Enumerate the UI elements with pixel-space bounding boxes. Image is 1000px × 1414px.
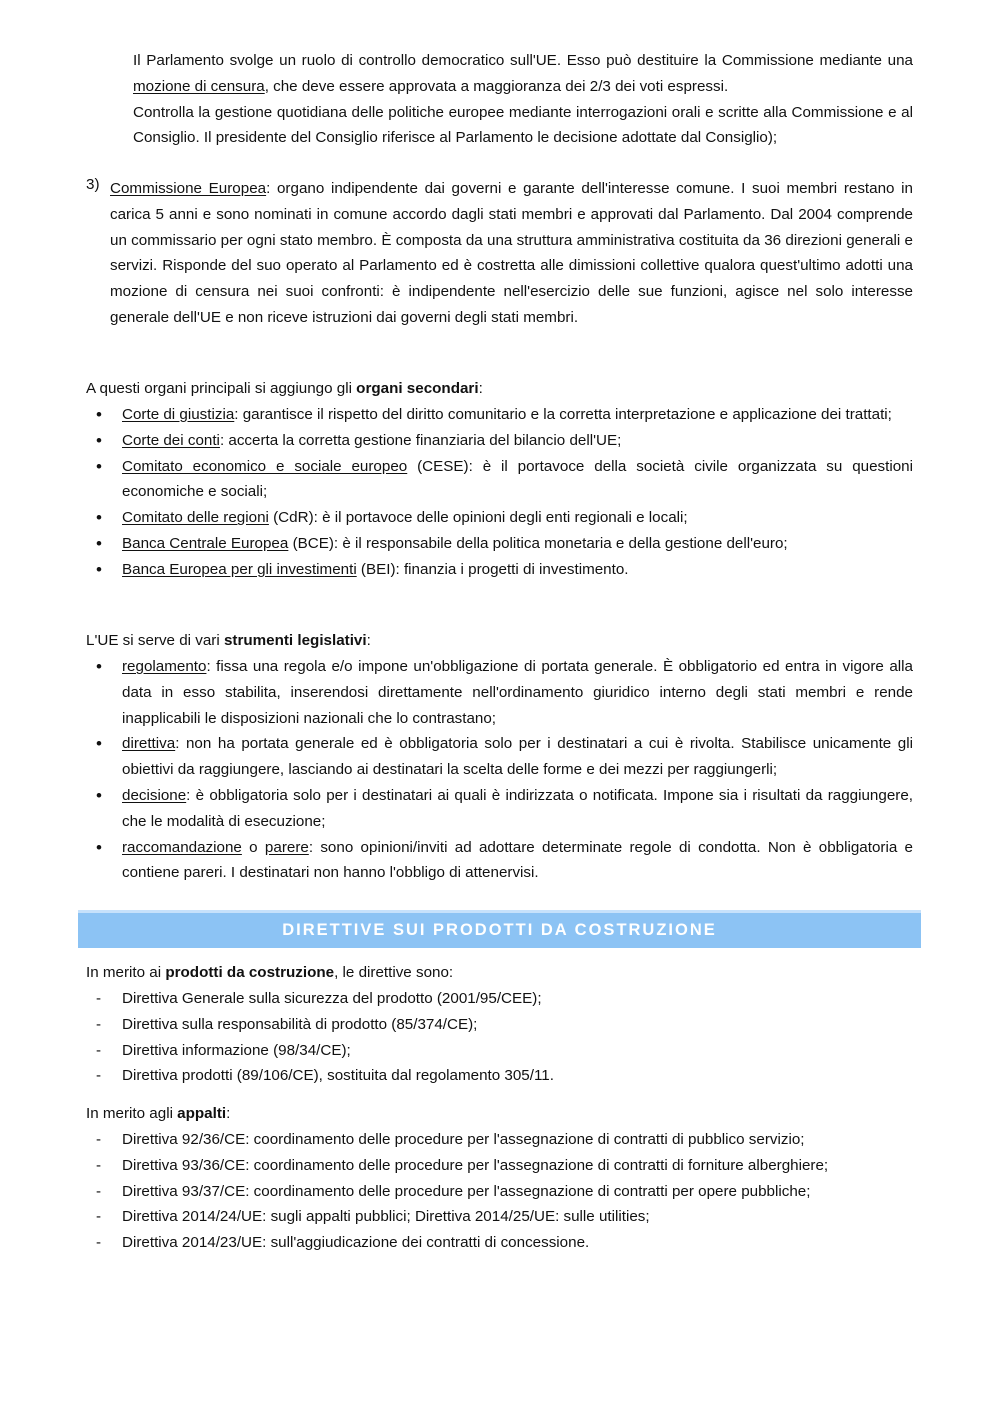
organ-term: Corte di giustizia xyxy=(122,406,235,423)
secondary-organs-list xyxy=(86,402,913,583)
tool-term: regolamento xyxy=(122,658,207,675)
products-intro: In merito ai prodotti da costruzione, le direttive sono: xyxy=(86,964,454,981)
dash-mark: - xyxy=(96,1208,102,1226)
organ-term: Banca Europea per gli investimenti xyxy=(122,560,357,578)
dash-mark: - xyxy=(96,1067,102,1085)
commission-item xyxy=(86,176,913,331)
bullet-mark: • xyxy=(96,657,102,676)
list-item: • Banca Europea per gli investimenti (BEI): finanzia i progetti di investimento. xyxy=(86,557,913,583)
item-number: 3) xyxy=(86,176,100,193)
bullet-mark: • xyxy=(96,508,102,528)
list-item: • Comitato delle regioni (CdR): è il portavoce delle opinioni degli enti regionali e locali; xyxy=(86,505,913,531)
censure-motion-term: mozione di censura xyxy=(133,77,265,95)
parliament-paragraph xyxy=(133,48,913,151)
section-heading-bar xyxy=(78,910,921,948)
list-item: - Direttiva 93/37/CE: coordinamento delle procedure per l'assegnazione di contratti per opere pubbliche; xyxy=(86,1179,913,1205)
commission-text: Commissione Europea: organo indipendente dai governi e garante dell'interesse comune. I suoi membri restano in carica 5 anni e sono nominati in comune accordo dagli stati membri e approvati dal Parlamento. Dal 2004 comprende un commissario per ogni stato membro. È composta da una struttura amministrativa costituita da 36 direzioni generali e servizi. Risponde del suo operato al Parlamento ed è costretta alle dimissioni collettive qualora quest'ultimo adotti una mozione di censura nei suoi confronti: è indipendente nell'esercizio delle sue funzioni, agisce nel solo interesse generale dell'UE e non riceve istruzioni dai governi degli stati membri. xyxy=(110,180,913,326)
legislative-tools-intro: L'UE si serve di vari strumenti legislativi: xyxy=(86,632,371,649)
commission-term: Commissione Europea xyxy=(110,180,267,197)
list-item: • Corte di giustizia: garantisce il rispetto del diritto comunitario e la corretta interpretazione e applicazione dei trattati; xyxy=(86,402,913,428)
list-item: • Banca Centrale Europea (BCE): è il responsabile della politica monetaria e della gestione dell'euro; xyxy=(86,531,913,557)
dash-mark: - xyxy=(96,1234,102,1252)
list-item: - Direttiva prodotti (89/106/CE), sostituita dal regolamento 305/11. xyxy=(86,1063,913,1089)
list-item: - Direttiva informazione (98/34/CE); xyxy=(86,1038,913,1064)
dash-mark: - xyxy=(96,990,102,1007)
list-item: • direttiva: non ha portata generale ed è obbligatoria solo per i destinatari a cui è rivolta. Stabilisce unicamente gli obiettivi da raggiungere, lasciando ai destinatari la scelta delle forme e dei mezzi per raggiungerli; xyxy=(86,731,913,783)
list-item: • raccomandazione o parere: sono opinioni/inviti ad adottare determinate regole di condotta. Non è obbligatoria e contiene pareri. I destinatari non hanno l'obbligo di attenervisi. xyxy=(86,835,913,887)
organ-term: Corte dei conti xyxy=(122,431,220,449)
dash-mark: - xyxy=(96,1041,102,1059)
bullet-mark: • xyxy=(96,405,102,424)
contracts-intro: In merito agli appalti: xyxy=(86,1105,231,1122)
contracts-directives-list xyxy=(86,1127,913,1256)
organ-term: Comitato economico e sociale europeo xyxy=(122,457,408,475)
organ-term: Comitato delle regioni xyxy=(122,509,269,527)
dash-mark: - xyxy=(96,1182,102,1200)
parliament-management-text: Controlla la gestione quotidiana delle politiche europee mediante interrogazioni orali e scritte alla Commissione e al Consiglio. Il presidente del Consiglio riferisce al Parlamento le decisione adottate dal Consiglio); xyxy=(133,103,913,147)
dash-mark: - xyxy=(96,1131,102,1148)
bullet-mark: • xyxy=(96,456,102,476)
bullet-mark: • xyxy=(96,785,102,805)
list-item: - Direttiva 93/36/CE: coordinamento delle procedure per l'assegnazione di contratti di forniture alberghiere; xyxy=(86,1153,913,1179)
bullet-mark: • xyxy=(96,430,102,450)
section-title: DIRETTIVE SUI PRODOTTI DA COSTRUZIONE xyxy=(282,921,717,939)
bullet-mark: • xyxy=(96,837,102,857)
dash-mark: - xyxy=(96,1015,102,1033)
list-item: - Direttiva 2014/23/UE: sull'aggiudicazione dei contratti di concessione. xyxy=(86,1230,913,1256)
products-directives-list xyxy=(86,986,913,1089)
secondary-organs-intro: A questi organi principali si aggiungo gli organi secondari: xyxy=(86,380,483,397)
tool-term: direttiva xyxy=(122,735,176,753)
list-item: - Direttiva 92/36/CE: coordinamento delle procedure per l'assegnazione di contratti di pubblico servizio; xyxy=(86,1127,913,1153)
list-item: • Comitato economico e sociale europeo (CESE): è il portavoce della società civile organizzata su questioni economiche e sociali; xyxy=(86,454,913,506)
list-item: - Direttiva Generale sulla sicurezza del prodotto (2001/95/CEE); xyxy=(86,986,913,1012)
tool-term: decisione xyxy=(122,786,187,804)
organ-term: Banca Centrale Europea xyxy=(122,534,289,552)
legislative-tools-list xyxy=(86,654,913,886)
bullet-mark: • xyxy=(96,533,102,553)
parliament-control-text: Il Parlamento svolge un ruolo di controllo democratico sull'UE. Esso può destituire la Commissione mediante una mozione di censura, che deve essere approvata a maggioranza dei 2/3 dei voti espressi. xyxy=(133,52,913,95)
bullet-mark: • xyxy=(96,734,102,754)
list-item: • decisione: è obbligatoria solo per i destinatari ai quali è indirizzata o notificata. Impone sia i risultati da raggiungere, che le modalità di esecuzione; xyxy=(86,783,913,835)
bullet-mark: • xyxy=(96,559,102,579)
tool-term: raccomandazione xyxy=(122,838,242,856)
list-item: - Direttiva 2014/24/UE: sugli appalti pubblici; Direttiva 2014/25/UE: sulle utilities; xyxy=(86,1204,913,1230)
tool-term: parere xyxy=(264,838,309,856)
dash-mark: - xyxy=(96,1156,102,1174)
list-item: • Corte dei conti: accerta la corretta gestione finanziaria del bilancio dell'UE; xyxy=(86,428,913,454)
list-item: - Direttiva sulla responsabilità di prodotto (85/374/CE); xyxy=(86,1012,913,1038)
list-item: • regolamento: fissa una regola e/o impone un'obbligazione di portata generale. È obbligatorio ed entra in vigore alla data in esso stabilita, inserendosi direttamente nell'ordinamento giuridico interno degli stati membri e rende inapplicabili le disposizioni nazionali che lo contrastano; xyxy=(86,654,913,731)
